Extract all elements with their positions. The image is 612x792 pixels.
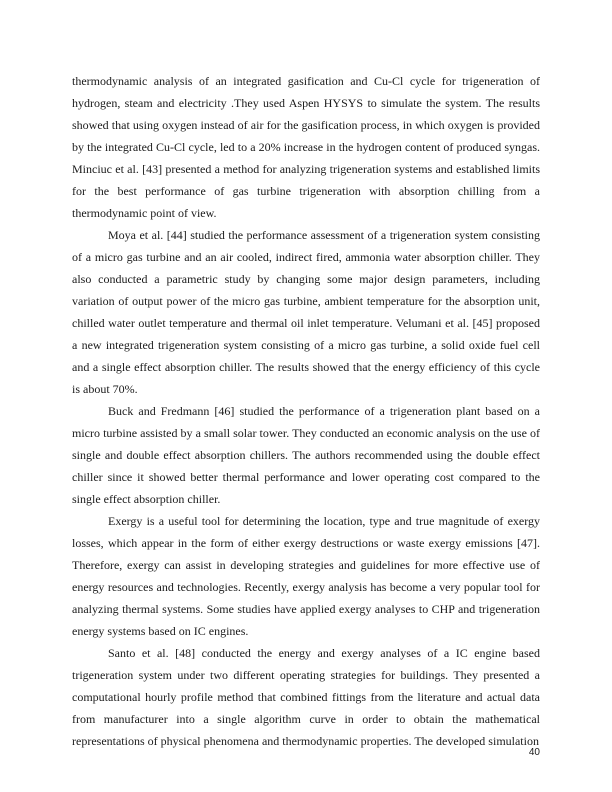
page-number: 40	[528, 747, 540, 758]
paragraph-moya: Moya et al. [44] studied the performance assessment of a trigeneration system consisting of a micro gas turbine and an air cooled, indirect fired, ammonia water absorption chiller. They also conducted a parametric study by changing some major design parameters, including variation of output power of the micro gas turbine, ambient temperature for the absorption unit, chilled water outlet temperature and thermal oil inlet temperature. Velumani et al. [45] proposed a new integrated trigeneration system consisting of a micro gas turbine, a solid oxide fuel cell and a single effect absorption chiller. The results showed that the energy efficiency of this cycle is about 70%.	[72, 228, 540, 396]
paragraph-santo: Santo et al. [48] conducted the energy and exergy analyses of a IC engine based trigeneration system under two different operating strategies for buildings. They presented a computational hourly profile method that combined fittings from the literature and actual data from manufacturer into a single algorithm curve in order to obtain the mathematical representations of physical phenomena and thermodynamic properties. The developed simulation	[72, 646, 540, 748]
paragraph-continuation: thermodynamic analysis of an integrated gasification and Cu-Cl cycle for trigeneration of hydrogen, steam and electricity .They used Aspen HYSYS to simulate the system. The results showed that using oxygen instead of air for the gasification process, in which oxygen is provided by the integrated Cu-Cl cycle, led to a 20% increase in the hydrogen content of produced syngas. Minciuc et al. [43] presented a method for analyzing trigeneration systems and established limits for the best performance of gas turbine trigeneration with absorption chilling from a thermodynamic point of view.	[72, 74, 540, 220]
document-body	[72, 70, 540, 752]
paragraph-exergy: Exergy is a useful tool for determining the location, type and true magnitude of exergy losses, which appear in the form of either exergy destructions or waste exergy emissions [47]. Therefore, exergy can assist in developing strategies and guidelines for more effective use of energy resources and technologies. Recently, exergy analysis has become a very popular tool for analyzing thermal systems. Some studies have applied exergy analyses to CHP and trigeneration energy systems based on IC engines.	[72, 514, 540, 638]
paragraph-buck: Buck and Fredmann [46] studied the performance of a trigeneration plant based on a micro turbine assisted by a small solar tower. They conducted an economic analysis on the use of single and double effect absorption chillers. The authors recommended using the double effect chiller since it showed better thermal performance and lower operating cost compared to the single effect absorption chiller.	[72, 404, 540, 506]
